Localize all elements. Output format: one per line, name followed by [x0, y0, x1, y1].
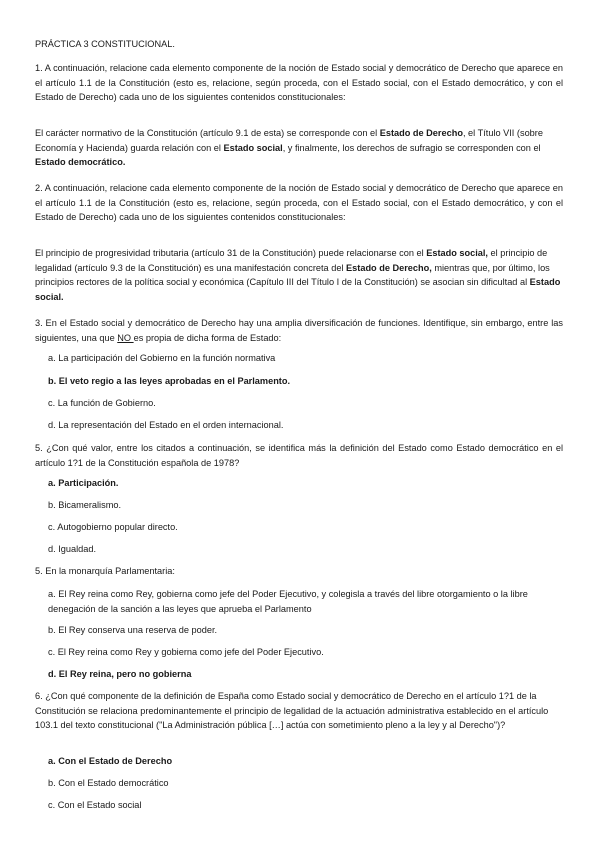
- answer-2-highlight-2: Estado de Derecho,: [346, 262, 432, 273]
- q6-option-a: a. Con el Estado de Derecho: [48, 756, 173, 766]
- q6-option-b: b. Con el Estado democrático: [48, 778, 169, 788]
- answer-1-highlight-1: Estado de Derecho: [379, 128, 463, 138]
- q6-option-c: c. Con el Estado social: [48, 800, 142, 810]
- answer-2: El principio de progresividad tributaria (artículo 31 de la Constitución) puede relacionarse con el Estado social, el principio de legalidad (artículo 9.3 de la Constitución) es una manifestación concreta del Estado de Derecho, mientras que, por último, los principios rectores de la política social y económica (Capítulo III del Título I de la Constitución) se asocian sin dificultad al Estado social.: [35, 248, 561, 302]
- q5b-option-a: a. El Rey reina como Rey, gobierna como jefe del Poder Ejecutivo, y colegisla a través del libre otorgamiento o la libre denegación de la sanción a las leyes que aprueba el Parlamento: [48, 589, 528, 614]
- answer-1: El carácter normativo de la Constitución (artículo 9.1 de esta) se corresponde con el Estado de Derecho, el Título VII (sobre Economía y Hacienda) guarda relación con el Estado social, y finalmente, los derechos de sufragio se corresponden con el Estado democrático.: [35, 128, 543, 168]
- answer-1-highlight-2: Estado social: [223, 142, 283, 153]
- question-5: 5. ¿Con qué valor, entre los citados a continuación, se identifica más la definición del Estado como Estado democrático en el artículo 1?1 de la Constitución española de 1978?: [35, 443, 563, 468]
- page-title: PRÁCTICA 3 CONSTITUCIONAL.: [35, 39, 175, 49]
- q5-option-b: b. Bicameralismo.: [48, 500, 122, 510]
- answer-1-highlight-3: Estado democrático.: [35, 157, 126, 168]
- q3-option-b: b. El veto regio a las leyes aprobadas en el Parlamento.: [48, 376, 291, 386]
- q5b-option-d: d. El Rey reina, pero no gobierna: [48, 669, 192, 679]
- q5b-option-b: b. El Rey conserva una reserva de poder.: [48, 625, 218, 635]
- q3-option-c: c. La función de Gobierno.: [48, 398, 156, 408]
- q5-option-d: d. Igualdad.: [48, 544, 97, 554]
- question-2: 2. A continuación, relacione cada elemento componente de la noción de Estado social y democrático de Derecho que aparece en el artículo 1.1 de la Constitución (esto es, relacione, según proceda, con el Estado social, con el Estado democrático, y con el Estado de Derecho) cada uno de los siguientes contenidos constitucionales:: [35, 183, 563, 223]
- q3-option-d: d. La representación del Estado en el orden internacional.: [48, 420, 284, 430]
- question-1: 1. A continuación, relacione cada elemento componente de la noción de Estado social y democrático de Derecho que aparece en el artículo 1.1 de la Constitución (esto es, relacione, según proceda, con el Estado social, con el Estado democrático, y con el Estado de Derecho) cada uno de los siguientes contenidos constitucionales:: [35, 63, 563, 103]
- q5-option-c: c. Autogobierno popular directo.: [48, 522, 178, 532]
- answer-2-highlight-1: Estado social,: [426, 248, 488, 258]
- q3-option-a: a. La participación del Gobierno en la función normativa: [48, 353, 276, 363]
- negation-underline: NO: [117, 332, 134, 343]
- question-6: 6. ¿Con qué componente de la definición de España como Estado social y democrático de Derecho en el artículo 1?1 de la Constitución se relaciona predominantemente el principio de legalidad de la actuación administrativa establecido en el artículo 103.1 del texto constitucional ("La Administración pública […] actúa con sometimiento pleno a la ley y al Derecho")?: [35, 691, 549, 731]
- question-5b: 5. En la monarquía Parlamentaria:: [35, 566, 175, 576]
- q5b-option-c: c. El Rey reina como Rey y gobierna como jefe del Poder Ejecutivo.: [48, 647, 324, 657]
- answer-2-highlight-3: Estado social.: [35, 277, 561, 302]
- q5-option-a: a. Participación.: [48, 478, 119, 488]
- question-3: 3. En el Estado social y democrático de Derecho hay una amplia diversificación de funciones. Identifique, sin embargo, entre las siguientes, una que NO es propia de dicha forma de Estado:: [35, 318, 563, 343]
